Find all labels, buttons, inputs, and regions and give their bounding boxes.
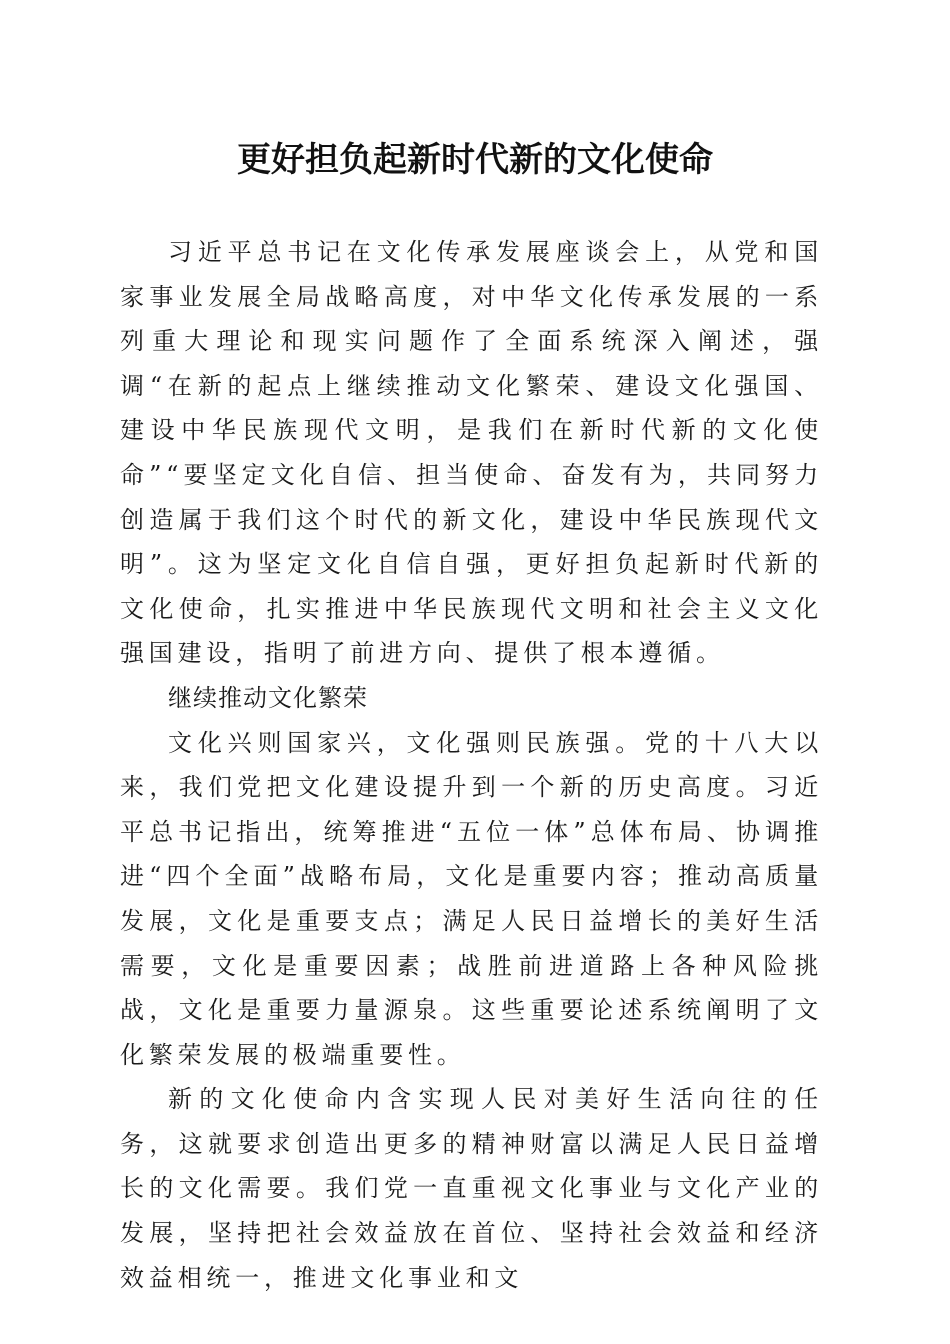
document-body — [120, 230, 823, 1300]
document-title: 更好担负起新时代新的文化使命 — [237, 140, 713, 180]
paragraph-intro: 习近平总书记在文化传承发展座谈会上，从党和国家事业发展全局战略高度，对中华文化传承发展的一系列重大理论和现实问题作了全面系统深入阐述，强调“在新的起点上继续推动文化繁荣、建设文化强国、建设中华民族现代文明，是我们在新时代新的文化使命”“要坚定文化自信、担当使命、奋发有为，共同努力创造属于我们这个时代的新文化，建设中华民族现代文明”。这为坚定文化自信自强，更好担负起新时代新的文化使命，扎实推进中华民族现代文明和社会主义文化强国建设，指明了前进方向、提供了根本遵循。 — [120, 238, 823, 668]
paragraph-cultural-mission: 新的文化使命内含实现人民对美好生活向往的任务，这就要求创造出更多的精神财富以满足人民日益增长的文化需要。我们党一直重视文化事业与文化产业的发展，坚持把社会效益放在首位、坚持社会效益和经济效益相统一，推进文化事业和文 — [120, 1085, 823, 1292]
section-heading: 继续推动文化繁荣 — [168, 683, 368, 712]
paragraph-culture-prosperity: 文化兴则国家兴，文化强则民族强。党的十八大以来，我们党把文化建设提升到一个新的历史高度。习近平总书记指出，统筹推进“五位一体”总体布局、协调推进“四个全面”战略布局，文化是重要内容；推动高质量发展，文化是重要支点；满足人民日益增长的美好生活需要，文化是重要因素；战胜前进道路上各种风险挑战，文化是重要力量源泉。这些重要论述系统阐明了文化繁荣发展的极端重要性。 — [120, 728, 823, 1069]
